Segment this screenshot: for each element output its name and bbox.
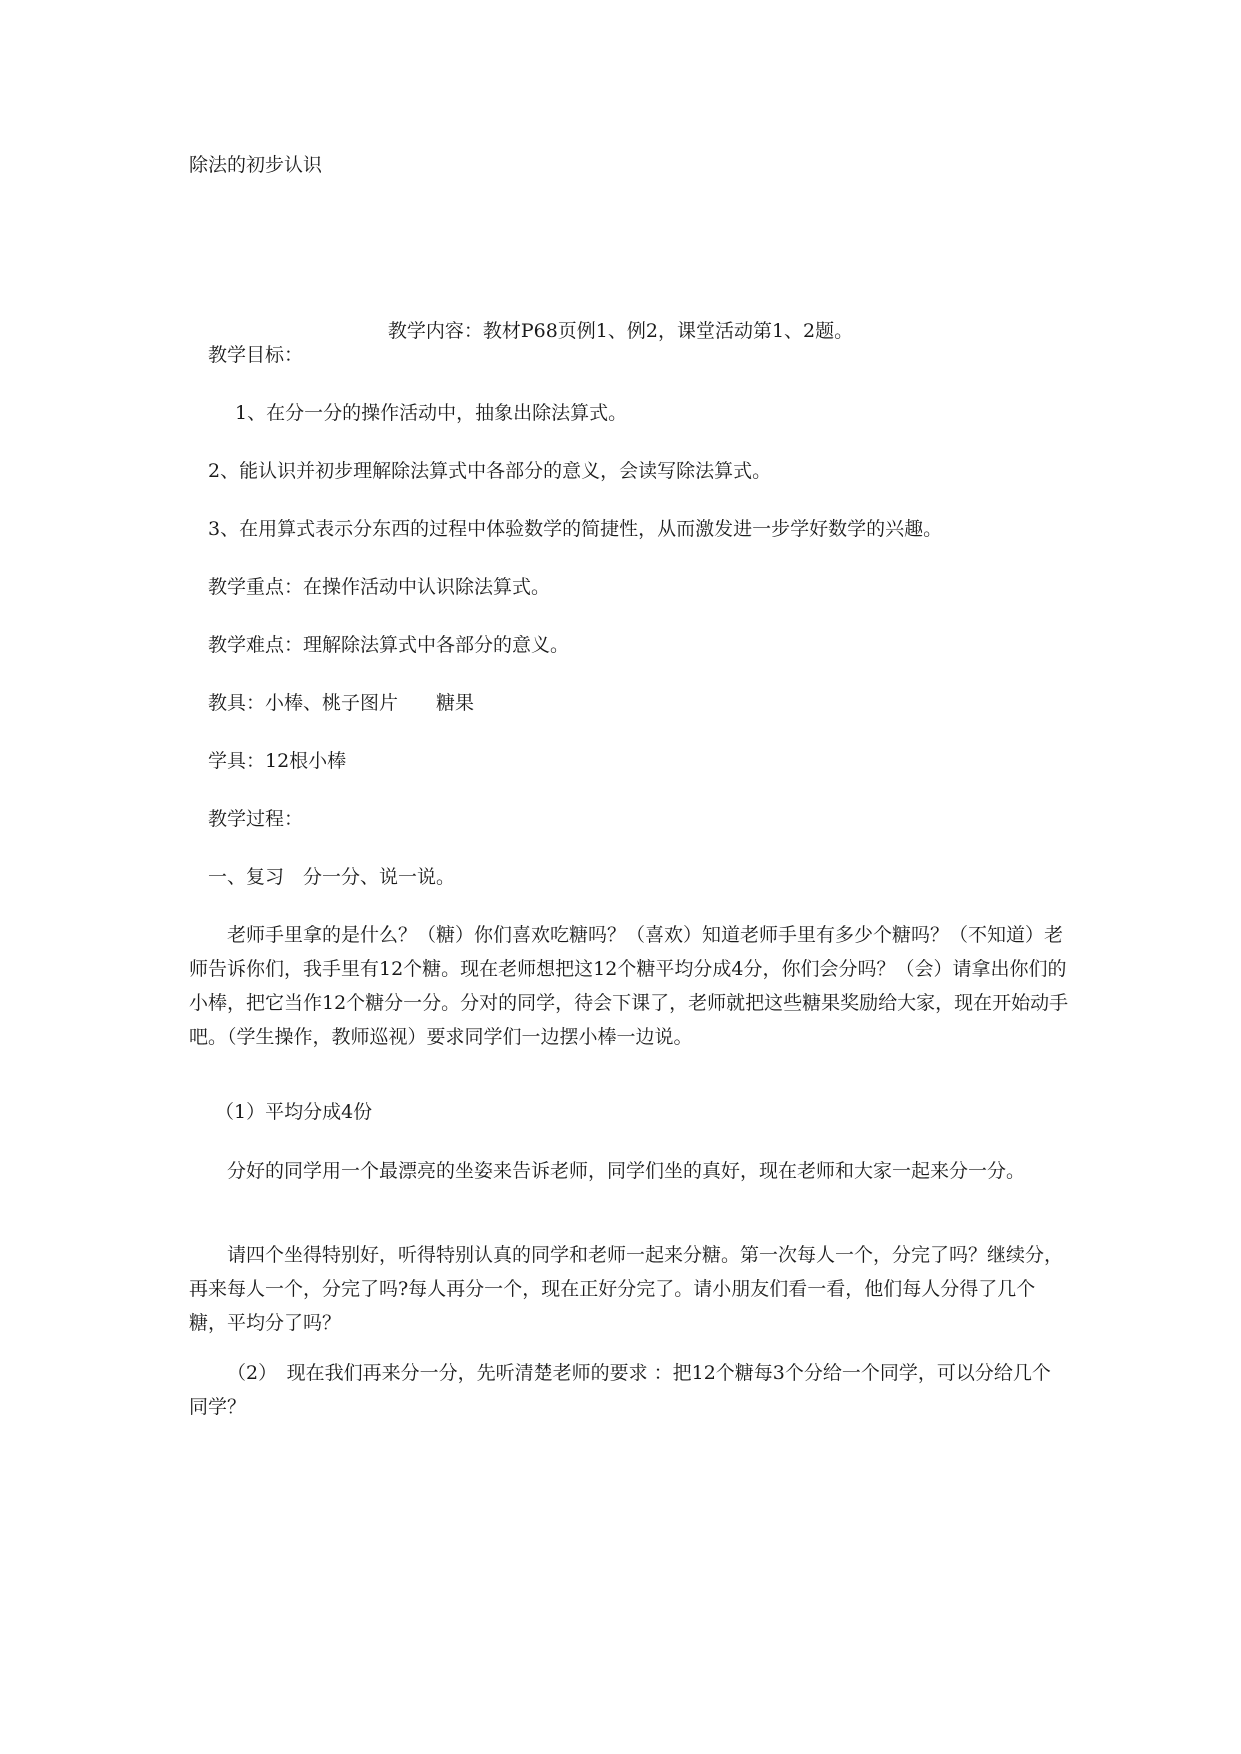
difficult-point: 教学难点：理解除法算式中各部分的意义。 <box>208 634 570 656</box>
teaching-content: 教学内容：教材P68页例1、例2，课堂活动第1、2题。 <box>387 320 854 342</box>
document-title: 除法的初步认识 <box>189 154 323 176</box>
key-point: 教学重点：在操作活动中认识除法算式。 <box>208 576 551 598</box>
objective-1: 1、在分一分的操作活动中，抽象出除法算式。 <box>235 402 628 424</box>
paragraph-share-candy: 请四个坐得特别好，听得特别认真的同学和老师一起来分糖。第一次每人一个，分完了吗？继续分，再来每人一个，分完了吗?每人再分一个，现在正好分完了。请小朋友们看一看，他们每人分得了几个糖，平均分了吗？ <box>189 1244 1064 1334</box>
objective-2: 2、能认识并初步理解除法算式中各部分的意义，会读写除法算式。 <box>208 460 772 482</box>
paragraph-candy-intro: 老师手里拿的是什么？（糖）你们喜欢吃糖吗？（喜欢）知道老师手里有多少个糖吗？（不知道）老师告诉你们，我手里有12个糖。现在老师想把这12个糖平均分成4分，你们会分吗？（会）请拿出你们的小棒，把它当作12个糖分一分。分对的同学，待会下课了，老师就把这些糖果奖励给大家，现在开始动手吧。（学生操作，教师巡视）要求同学们一边摆小棒一边说。 <box>189 924 1069 1048</box>
student-aids: 学具：12根小棒 <box>208 750 347 772</box>
teaching-aids: 教具：小棒、桃子图片 糖果 <box>208 692 475 714</box>
section-review: 一、复习 分一分、说一说。 <box>208 866 456 888</box>
paragraph-sit-posture: 分好的同学用一个最漂亮的坐姿来告诉老师，同学们坐的真好，现在老师和大家一起来分一分。 <box>227 1160 1026 1182</box>
paragraph-item-two: （2） 现在我们再来分一分，先听清楚老师的要求 ：把12个糖每3个分给一个同学，可以分给几个同学？ <box>189 1362 1051 1418</box>
objective-3: 3、在用算式表示分东西的过程中体验数学的简捷性，从而激发进一步学好数学的兴趣。 <box>208 518 943 540</box>
process-heading: 教学过程： <box>208 808 304 830</box>
item-average-four: （1）平均分成4份 <box>215 1101 373 1123</box>
objectives-heading: 教学目标： <box>208 344 304 366</box>
